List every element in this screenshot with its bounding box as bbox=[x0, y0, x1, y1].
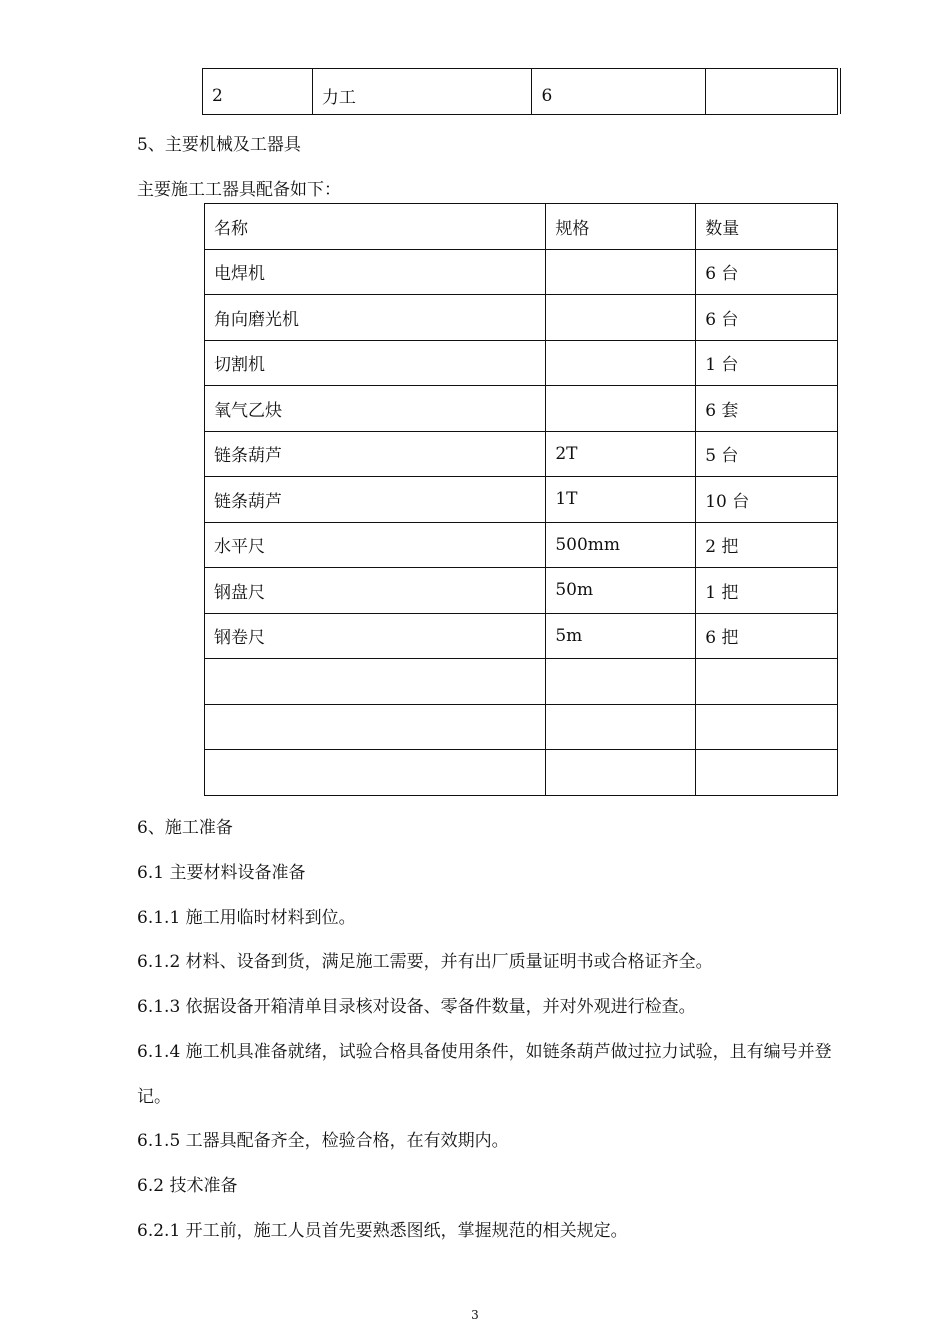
paragraph-6-1-4-line2: 记。 bbox=[137, 1087, 171, 1107]
header-name: 名称 bbox=[205, 204, 546, 250]
paragraph-6-1-1: 6.1.1 施工用临时材料到位。 bbox=[137, 908, 356, 928]
paragraph-6-1-5: 6.1.5 工器具配备齐全，检验合格，在有效期内。 bbox=[137, 1131, 509, 1151]
cell-name: 电焊机 bbox=[205, 249, 546, 295]
cell-name: 链条葫芦 bbox=[205, 431, 546, 477]
table-header-row bbox=[205, 204, 838, 250]
cell-name bbox=[205, 659, 546, 705]
cell-quantity: 1 把 bbox=[696, 568, 838, 614]
cell-quantity: 5 台 bbox=[696, 431, 838, 477]
cell-quantity: 6 把 bbox=[696, 613, 838, 659]
cell-spec bbox=[546, 659, 696, 705]
cell-quantity bbox=[696, 659, 838, 705]
section5-heading: 5、主要机械及工器具 bbox=[137, 135, 301, 155]
cell-spec bbox=[546, 249, 696, 295]
cell-name: 角向磨光机 bbox=[205, 295, 546, 341]
cell-quantity bbox=[696, 704, 838, 750]
table-row bbox=[205, 249, 838, 295]
paragraph-6-1-4-line1: 6.1.4 施工机具准备就绪，试验合格具备使用条件，如链条葫芦做过拉力试验，且有编号并登 bbox=[137, 1042, 832, 1062]
table-row bbox=[205, 340, 838, 386]
table-row bbox=[205, 522, 838, 568]
cell-spec bbox=[546, 295, 696, 341]
table-row bbox=[205, 477, 838, 523]
page-number: 3 bbox=[471, 1308, 479, 1322]
paragraph-6-1-3: 6.1.3 依据设备开箱清单目录核对设备、零备件数量，并对外观进行检查。 bbox=[137, 997, 696, 1017]
cell-quantity: 6 台 bbox=[696, 295, 838, 341]
cell-quantity: 2 把 bbox=[696, 522, 838, 568]
table-row bbox=[205, 613, 838, 659]
cell-name bbox=[205, 750, 546, 796]
section6-heading: 6、施工准备 bbox=[137, 818, 233, 838]
cell-quantity: 6 台 bbox=[696, 249, 838, 295]
section-6-1-heading: 6.1 主要材料设备准备 bbox=[137, 863, 306, 883]
cell-name: 钢卷尺 bbox=[205, 613, 546, 659]
table-row bbox=[205, 704, 838, 750]
cell-spec bbox=[546, 340, 696, 386]
cell-name: 链条葫芦 bbox=[205, 477, 546, 523]
cell-quantity: 1 台 bbox=[696, 340, 838, 386]
cell-name: 氧气乙炔 bbox=[205, 386, 546, 432]
cell-quantity: 6 套 bbox=[696, 386, 838, 432]
cell-spec: 1T bbox=[546, 477, 696, 523]
labor-cell-count: 6 bbox=[532, 69, 706, 115]
table-row bbox=[205, 568, 838, 614]
cell-spec bbox=[546, 704, 696, 750]
table-row bbox=[205, 431, 838, 477]
table-row bbox=[205, 295, 838, 341]
cell-quantity bbox=[696, 750, 838, 796]
labor-table bbox=[202, 68, 838, 115]
table-row bbox=[205, 386, 838, 432]
cell-name: 切割机 bbox=[205, 340, 546, 386]
cell-spec bbox=[546, 750, 696, 796]
paragraph-6-2-1: 6.2.1 开工前，施工人员首先要熟悉图纸，掌握规范的相关规定。 bbox=[137, 1221, 628, 1241]
header-spec: 规格 bbox=[546, 204, 696, 250]
labor-cell-note bbox=[706, 69, 838, 115]
tools-table-body bbox=[205, 204, 838, 796]
table-border-double bbox=[840, 68, 841, 114]
cell-name bbox=[205, 704, 546, 750]
labor-cell-type: 力工 bbox=[312, 69, 532, 115]
table-row bbox=[205, 659, 838, 705]
cell-spec: 500mm bbox=[546, 522, 696, 568]
cell-quantity: 10 台 bbox=[696, 477, 838, 523]
cell-name: 钢盘尺 bbox=[205, 568, 546, 614]
table-row bbox=[205, 750, 838, 796]
section5-intro: 主要施工工器具配备如下： bbox=[137, 180, 341, 200]
labor-cell-index: 2 bbox=[203, 69, 313, 115]
cell-spec: 50m bbox=[546, 568, 696, 614]
cell-name: 水平尺 bbox=[205, 522, 546, 568]
header-quantity: 数量 bbox=[696, 204, 838, 250]
table-row bbox=[203, 69, 838, 115]
cell-spec: 5m bbox=[546, 613, 696, 659]
tools-table bbox=[204, 203, 838, 796]
section-6-2-heading: 6.2 技术准备 bbox=[137, 1176, 238, 1196]
cell-spec bbox=[546, 386, 696, 432]
paragraph-6-1-2: 6.1.2 材料、设备到货，满足施工需要，并有出厂质量证明书或合格证齐全。 bbox=[137, 952, 713, 972]
cell-spec: 2T bbox=[546, 431, 696, 477]
